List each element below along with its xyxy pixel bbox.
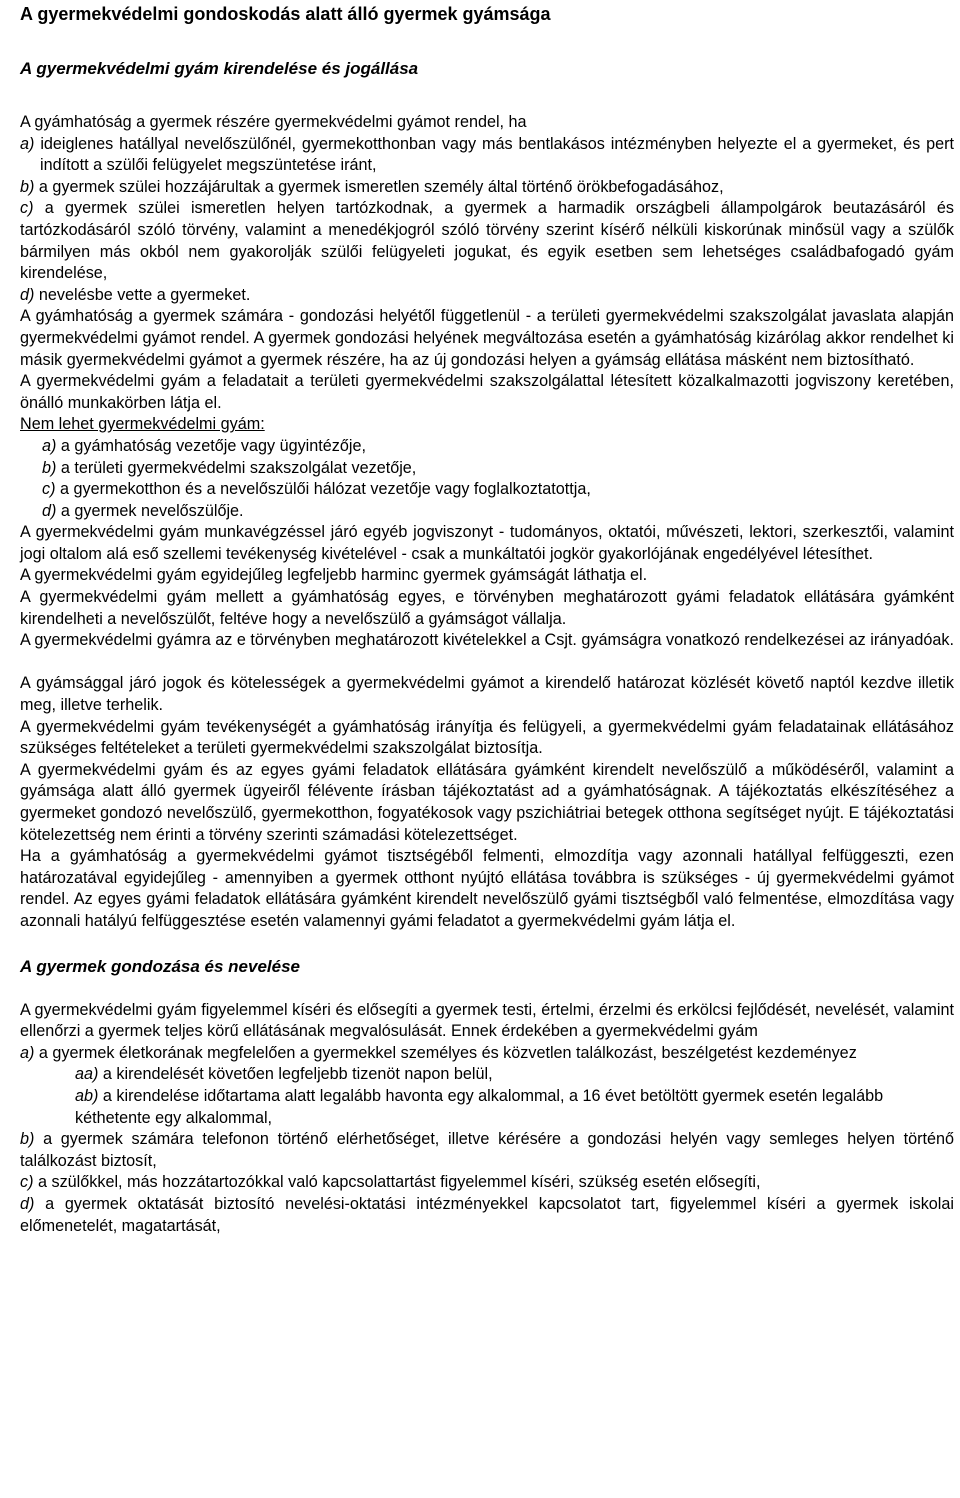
list-item xyxy=(42,501,954,523)
item-text: ideiglenes hatállyal nevelőszülőnél, gyermekotthonban vagy más bentlakásos intézményben helyezte el a gyermeket, és pert indított a szülői felügyelet megszüntetése iránt, xyxy=(34,134,954,175)
condition-b xyxy=(20,177,954,199)
item-text: a gyermekotthon és a nevelőszülői hálózat vezetője vagy foglalkoztatottja, xyxy=(55,480,591,499)
item-text: a gyermek számára telefonon történő elérhetőséget, illetve kérésére a gondozási helyén vagy semleges helyen történő találkozást biztosít, xyxy=(20,1130,954,1170)
condition-a xyxy=(20,134,954,177)
item-marker: aa) xyxy=(75,1065,99,1084)
item-text: a kirendelése időtartama alatt legalább havonta egy alkalommal, a 16 évet betöltött gyermek esetén legalább kéthetente egy alkalommal, xyxy=(75,1086,884,1127)
item-text: a gyermek nevelőszülője. xyxy=(56,501,244,520)
document-title: A gyermekvédelmi gondoskodás alatt álló gyermek gyámsága xyxy=(20,4,551,24)
paragraph-care-intro: A gyermekvédelmi gyám figyelemmel kíséri és elősegíti a gyermek testi, értelmi, érzelmi és erkölcsi fejlődését, nevelését, valamint ellenőrzi a gyermek teljes körű ellátásának megvalósulását. Ennek érdekében a gyermekvédelmi gyám xyxy=(20,1000,954,1041)
item-text: a gyermek életkorának megfelelően a gyermekkel személyes és közvetlen találkozást, beszélgetést kezdeményez xyxy=(34,1043,857,1062)
paragraph-supervision: A gyermekvédelmi gyám tevékenységét a gyámhatóság irányítja és felügyeli, a gyermekvédelmi gyám feladatainak ellátásához szükséges feltételeket a területi gyermekvédelmi szakszolgálat biztosítja. xyxy=(20,717,954,758)
section-heading-appointment: A gyermekvédelmi gyám kirendelése és jogállása xyxy=(20,59,419,78)
item-marker: c) xyxy=(20,199,34,218)
item-marker: ab) xyxy=(75,1086,99,1105)
paragraph-employment: A gyermekvédelmi gyám a feladatait a területi gyermekvédelmi szakszolgálattal létesített közalkalmazotti jogviszony keretében, önálló munkakörben látja el. xyxy=(20,372,954,412)
item-text: a gyámhatóság vezetője vagy ügyintézője, xyxy=(56,436,366,455)
section-heading-care: A gyermek gondozása és nevelése xyxy=(20,956,301,976)
item-text: a gyermek szülei ismeretlen helyen tartózkodnak, a gyermek a harmadik országbeli állampolgárok beutazásáról és tartózkodásáról szóló törvény, valamint a menedékjogról szóló törvény szerint kísérő nélküli kiskorúnak minősül vagy a szülők bármilyen más okból nem gyakorolják szülői felügyeleti jogukat, és egyik esetben sem lehetséges családbafogadó gyám kirendelése, xyxy=(20,199,954,283)
paragraph-csjt: A gyermekvédelmi gyámra az e törvényben meghatározott kivételekkel a Csjt. gyámságra vonatkozó rendelkezései az irányadóak. xyxy=(20,631,954,650)
condition-c xyxy=(20,198,954,284)
care-item-a xyxy=(20,1043,954,1065)
condition-d xyxy=(20,285,954,307)
item-text: a területi gyermekvédelmi szakszolgálat vezetője, xyxy=(56,458,417,477)
item-marker: b) xyxy=(20,1130,35,1149)
care-subitems xyxy=(20,1064,954,1129)
item-text: a kirendelését követően legfeljebb tizenöt napon belül, xyxy=(98,1065,493,1084)
item-text: nevelésbe vette a gyermeket. xyxy=(34,285,251,304)
paragraph-other-employment: A gyermekvédelmi gyám munkavégzéssel járó egyéb jogviszonyt - tudományos, oktatói, művészeti, lektori, szerkesztői, valamint jogi oltalom alá eső szellemi tevékenység kivételével - csak a munkáltatói jogkör gyakorlójának engedélyével létesíthet. xyxy=(20,523,954,563)
item-marker: d) xyxy=(20,1194,35,1213)
item-text: a gyermek oktatását biztosító nevelési-oktatási intézményekkel kapcsolatot tart, figyelemmel kíséri a gyermek iskolai előmenetelét, magatartását, xyxy=(20,1194,954,1235)
care-item-aa xyxy=(75,1064,954,1086)
paragraph-dismissal: Ha a gyámhatóság a gyermekvédelmi gyámot tisztségéből felmenti, elmozdítja vagy azonnali hatállyal felfüggeszti, ezen határozatával egyidejűleg - amennyiben a gyermek otthont nyújtó ellátása továbbra is szükséges - új gyermekvédelmi gyámot rendel. Az egyes gyámi feladatok ellátására gyámként kirendelt nevelőszülő gyámi tisztségből való felmentése, elmozdítása vagy azonnali hatályú felfüggesztése esetén valamennyi gyámi feladatot a gyermekvédelmi gyám látja el. xyxy=(20,847,954,930)
care-item-ab xyxy=(75,1086,954,1129)
care-item-b xyxy=(20,1129,954,1172)
item-text: a gyermek szülei hozzájárultak a gyermek ismeretlen személy által történő örökbefogadásához, xyxy=(34,177,724,196)
list-item xyxy=(42,479,954,501)
item-marker: d) xyxy=(42,501,57,520)
care-item-c xyxy=(20,1172,954,1194)
underlined-heading: Nem lehet gyermekvédelmi gyám: xyxy=(20,415,265,434)
not-eligible-list xyxy=(20,436,954,522)
list-item xyxy=(42,458,954,480)
paragraph-guardian-appointment: A gyámhatóság a gyermek számára - gondozási helyétől függetlenül - a területi gyermekvédelmi szakszolgálat javaslata alapján gyermekvédelmi gyámot rendel. A gyermek gondozási helyének megváltozása esetén a gyámhatóság kizárólag akkor rendelhet ki másik gyermekvédelmi gyámot a gyermek részére, ha az új gondozási helyen a gyámság ellátása másként nem biztosítható. xyxy=(20,307,954,369)
list-item xyxy=(42,436,954,458)
paragraph-max-children: A gyermekvédelmi gyám egyidejűleg legfeljebb harminc gyermek gyámságát láthatja el. xyxy=(20,566,648,585)
item-marker: c) xyxy=(42,480,56,499)
paragraph-intro: A gyámhatóság a gyermek részére gyermekvédelmi gyámot rendel, ha xyxy=(20,113,527,131)
paragraph-reporting: A gyermekvédelmi gyám és az egyes gyámi feladatok ellátására gyámként kirendelt nevelőszülő a működéséről, valamint a gyámsága alatt álló gyermek ügyeiről félévente írásban tájékoztatást ad a gyámhatóságnak. A tájékoztatás elkészítéséhez a gyermeket gondozó nevelőszülő, gyermekotthon, fogyatékosok vagy pszichiátriai betegek otthona segítséget nyújt. E tájékoztatási kötelezettség nem érinti a törvény szerinti számadási kötelezettséget. xyxy=(20,760,954,844)
not-eligible-heading xyxy=(20,414,954,436)
item-marker: a) xyxy=(20,134,35,153)
care-item-d xyxy=(20,1194,954,1237)
item-marker: b) xyxy=(20,177,35,196)
item-marker: a) xyxy=(20,1043,35,1062)
item-marker: c) xyxy=(20,1173,34,1192)
item-marker: a) xyxy=(42,436,57,455)
item-marker: d) xyxy=(20,285,35,304)
paragraph-rights-start: A gyámsággal járó jogok és kötelességek a gyermekvédelmi gyámot a kirendelő határozat közlését követő naptól kezdve illetik meg, illetve terhelik. xyxy=(20,674,954,715)
item-marker: b) xyxy=(42,458,57,477)
paragraph-foster-parent: A gyermekvédelmi gyám mellett a gyámhatóság egyes, e törvényben meghatározott gyámi feladatok ellátására gyámként kirendelheti a nevelőszülőt, feltéve hogy a nevelőszülő a gyámságot vállalja. xyxy=(20,588,954,628)
item-text: a szülőkkel, más hozzátartozókkal való kapcsolattartást figyelemmel kíséri, szükség esetén elősegíti, xyxy=(33,1173,761,1192)
